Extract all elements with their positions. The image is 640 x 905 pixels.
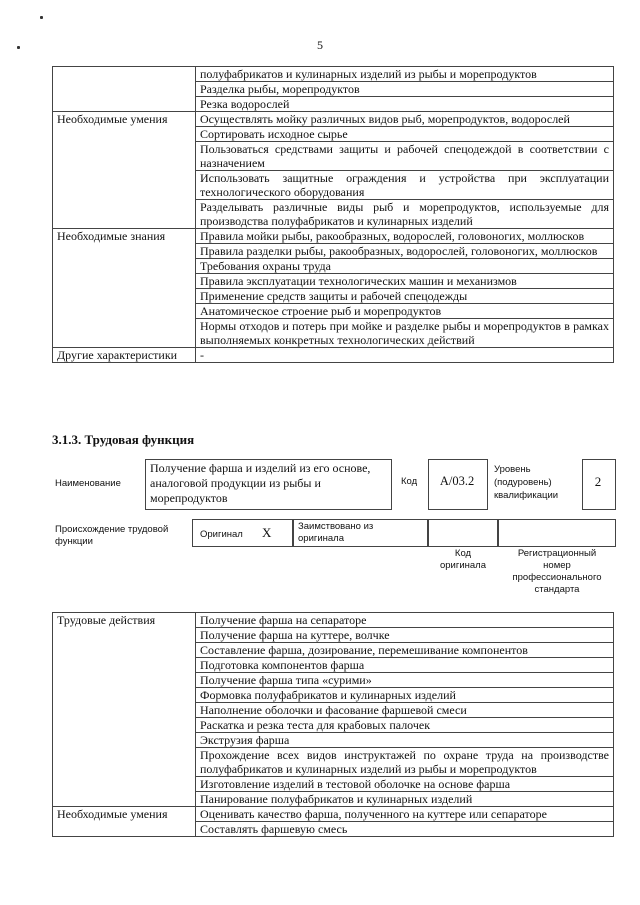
row-item: Оценивать качество фарша, полученного на куттере или сепараторе	[196, 807, 614, 822]
competency-table-1	[52, 66, 614, 363]
original-mark: X	[262, 525, 272, 540]
row-item: Получение фарша на сепараторе	[196, 613, 614, 628]
row-item: Разделка рыбы, морепродуктов	[196, 82, 614, 97]
row-item: Сортировать исходное сырье	[196, 127, 614, 142]
row-item: Требования охраны труда	[196, 259, 614, 274]
row-item: Резка водорослей	[196, 97, 614, 112]
row-item: полуфабрикатов и кулинарных изделий из рыбы и морепродуктов	[196, 67, 614, 82]
table-row	[53, 613, 614, 628]
row-item: Правила мойки рыбы, ракообразных, водорослей, головоногих, моллюсков	[196, 229, 614, 244]
row-item: Правила разделки рыбы, ракообразных, водорослей, головоногих, моллюсков	[196, 244, 614, 259]
row-item: Изготовление изделий в тестовой оболочке на основе фарша	[196, 777, 614, 792]
row-label: Необходимые знания	[53, 229, 196, 348]
row-label	[53, 67, 196, 112]
table-row	[53, 112, 614, 127]
row-item: Пользоваться средствами защиты и рабочей спецодеждой в соответствии с назначением	[196, 142, 614, 171]
reg-caption: Регистрационный номер профессионального стандарта	[512, 548, 602, 595]
table-row	[53, 229, 614, 244]
competency-table-2	[52, 612, 614, 837]
row-item: Панирование полуфабрикатов и кулинарных изделий	[196, 792, 614, 807]
row-item: Экструзия фарша	[196, 733, 614, 748]
level-label: Уровень (подуровень) квалификации	[494, 464, 559, 501]
row-item: Правила эксплуатации технологических машин и механизмов	[196, 274, 614, 289]
page-number: 5	[317, 38, 323, 52]
code-value: А/03.2	[439, 474, 475, 488]
section-title: 3.1.3. Трудовая функция	[52, 432, 195, 447]
row-item: Осуществлять мойку различных видов рыб, морепродуктов, водорослей	[196, 112, 614, 127]
table-row	[53, 348, 614, 363]
origin-code-box	[427, 519, 499, 547]
borrowed-label: Заимствовано из оригинала	[298, 521, 374, 544]
row-item: Наполнение оболочки и фасование фаршевой смеси	[196, 703, 614, 718]
row-item: Нормы отходов и потерь при мойке и разделке рыбы и морепродуктов в рамках выполняемых конкретных технологических действий	[196, 319, 614, 348]
origin-reg-box	[497, 519, 616, 547]
code-caption: Код оригинала	[439, 548, 486, 571]
row-item: Применение средств защиты и рабочей спецодежды	[196, 289, 614, 304]
row-item: Раскатка и резка теста для крабовых палочек	[196, 718, 614, 733]
row-label: Необходимые умения	[53, 112, 196, 229]
row-label: Другие характеристики	[53, 348, 196, 363]
origin-label: Происхождение трудовой функции	[55, 524, 169, 547]
row-label: Необходимые умения	[53, 807, 196, 837]
row-item: Формовка полуфабрикатов и кулинарных изделий	[196, 688, 614, 703]
row-item: -	[196, 348, 614, 363]
row-item: Анатомическое строение рыб и морепродуктов	[196, 304, 614, 319]
function-name-value: Получение фарша и изделий из его основе, аналоговой продукции из рыбы и морепродуктов	[150, 461, 371, 505]
row-item: Использовать защитные ограждения и устройства при эксплуатации технологического оборудования	[196, 171, 614, 200]
level-value: 2	[594, 474, 602, 489]
code-label: Код	[401, 476, 418, 487]
original-label: Оригинал	[200, 529, 243, 540]
row-item: Получение фарша на куттере, волчке	[196, 628, 614, 643]
row-label: Трудовые действия	[53, 613, 196, 807]
row-item: Составлять фаршевую смесь	[196, 822, 614, 837]
table-row	[53, 67, 614, 82]
row-item: Разделывать различные виды рыб и морепродуктов, используемые для производства полуфабрикатов и кулинарных изделий	[196, 200, 614, 229]
row-item: Получение фарша типа «сурими»	[196, 673, 614, 688]
scan-mark	[40, 16, 43, 19]
table-row	[53, 807, 614, 822]
row-item: Составление фарша, дозирование, перемешивание компонентов	[196, 643, 614, 658]
row-item: Подготовка компонентов фарша	[196, 658, 614, 673]
name-label: Наименование	[55, 478, 121, 489]
row-item: Прохождение всех видов инструктажей по охране труда на производстве полуфабрикатов и кулинарных изделий из рыбы и морепродуктов	[196, 748, 614, 777]
